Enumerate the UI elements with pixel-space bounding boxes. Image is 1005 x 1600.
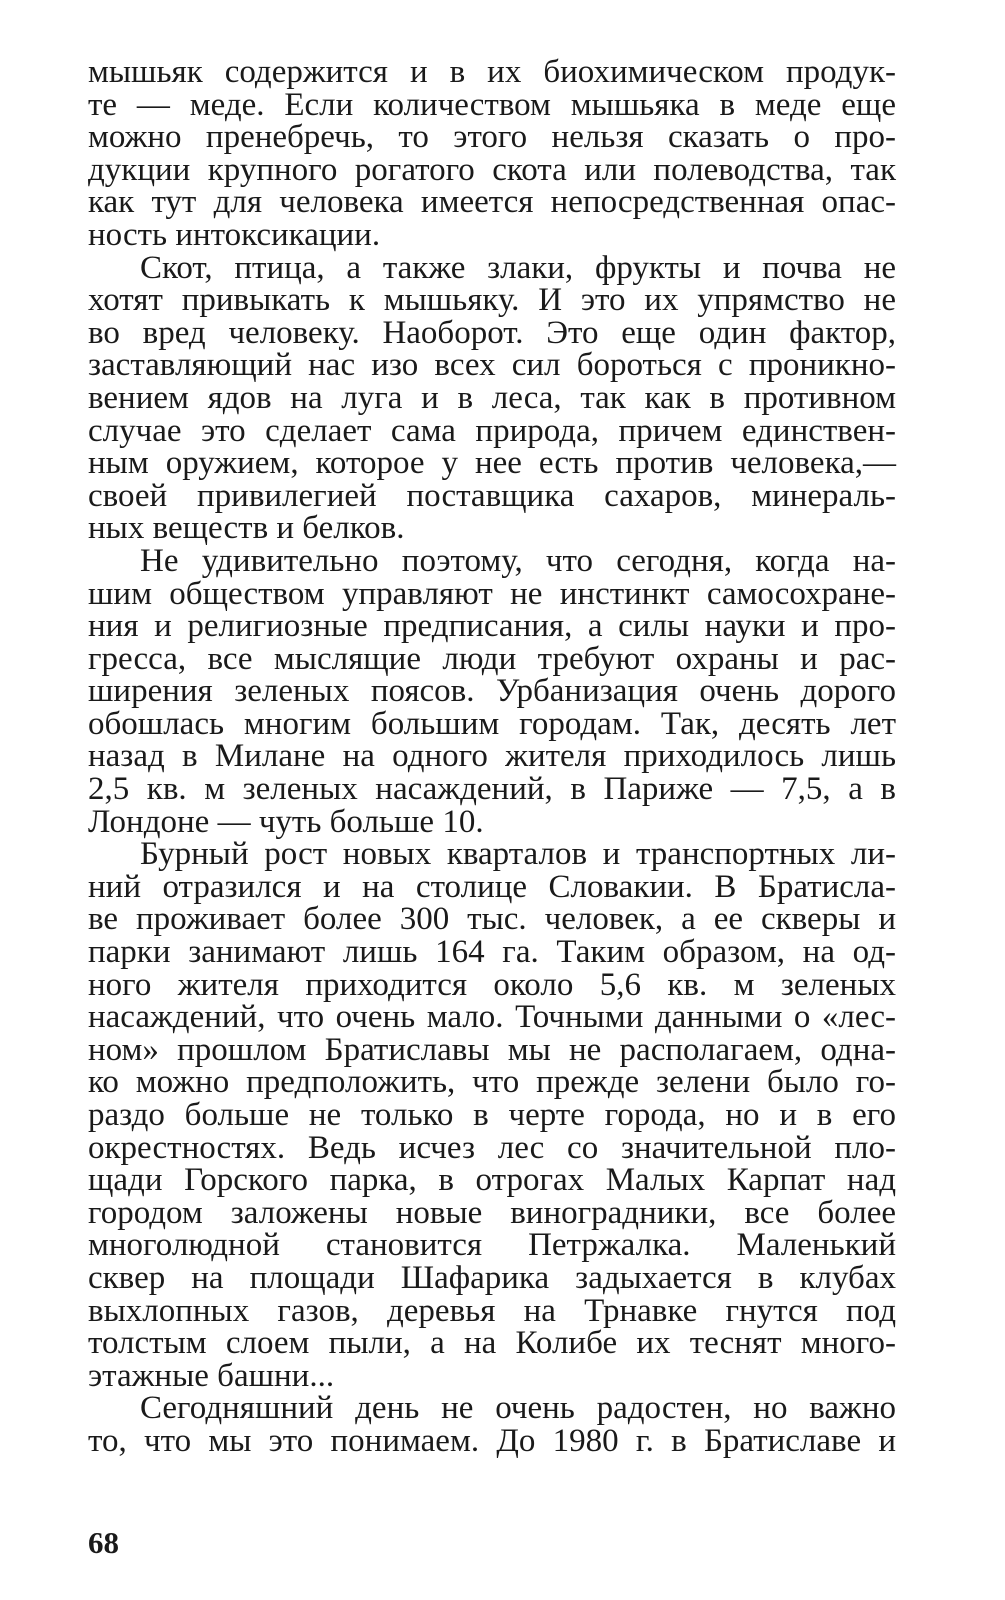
paragraph bbox=[88, 1392, 896, 1457]
text-line: случае это сделает сама природа, причем единствен- bbox=[88, 412, 896, 449]
text-line: дукции крупного рогатого скота или полеводства, так bbox=[88, 151, 896, 188]
text-line: своей привилегией поставщика сахаров, минераль- bbox=[88, 477, 896, 514]
text-line: городом заложены новые виноградники, все более bbox=[88, 1194, 896, 1231]
paragraph bbox=[88, 542, 896, 840]
text-line: ве проживает более 300 тыс. человек, а ее скверы и bbox=[88, 901, 896, 938]
text-line: сквер на площади Шафарика задыхается в клубах bbox=[88, 1259, 896, 1296]
text-line: вением ядов на луга и в леса, так как в противном bbox=[88, 379, 896, 416]
text-line: Сегодняшний день не очень радостен, но важно bbox=[140, 1390, 896, 1427]
text-line: Лондоне — чуть больше 10. bbox=[88, 803, 484, 840]
text-line: 2,5 кв. м зеленых насаждений, в Париже — 7,5, а в bbox=[88, 771, 896, 808]
paragraph bbox=[88, 249, 896, 547]
text-line: щади Горского парка, в отрогах Малых Карпат над bbox=[88, 1162, 896, 1199]
text-line: ко можно предположить, что прежде зелени было го- bbox=[88, 1064, 896, 1101]
text-line: заставляющий нас изо всех сил бороться с проникно- bbox=[88, 347, 896, 384]
text-line: многолюдной становится Петржалка. Маленький bbox=[88, 1227, 896, 1264]
text-line: толстым слоем пыли, а на Колибе их теснят много- bbox=[88, 1325, 896, 1362]
text-line: Скот, птица, а также злаки, фрукты и почва не bbox=[140, 249, 896, 286]
text-line: обошлась многим большим городам. Так, десять лет bbox=[88, 705, 896, 742]
text-line: ного жителя приходится около 5,6 кв. м зеленых bbox=[88, 966, 896, 1003]
text-line: Не удивительно поэтому, что сегодня, когда на- bbox=[140, 542, 896, 579]
text-line: назад в Милане на одного жителя приходилось лишь bbox=[88, 738, 896, 775]
text-line: шим обществом управляют не инстинкт самосохране- bbox=[88, 575, 896, 612]
text-line: ширения зеленых поясов. Урбанизация очень дорого bbox=[88, 673, 896, 710]
text-line: те — меде. Если количеством мышьяка в меде еще bbox=[88, 86, 896, 123]
text-line: ний отразился и на столице Словакии. В Братисла- bbox=[88, 868, 896, 905]
text-line: парки занимают лишь 164 га. Таким образом, на од- bbox=[88, 934, 896, 971]
text-line: гресса, все мыслящие люди требуют охраны и рас- bbox=[88, 640, 896, 677]
text-line: то, что мы это понимаем. До 1980 г. в Братиславе и bbox=[88, 1422, 896, 1459]
text-line: ном» прошлом Братиславы мы не располагаем, одна- bbox=[88, 1031, 896, 1068]
text-line: выхлопных газов, деревья на Трнавке гнутся под bbox=[88, 1292, 896, 1329]
text-line: насаждений, что очень мало. Точными данными о «лес- bbox=[88, 999, 896, 1036]
text-line: раздо больше не только в черте города, но и в его bbox=[88, 1097, 896, 1133]
text-line: ным оружием, которое у нее есть против человека,— bbox=[88, 445, 896, 482]
page-text bbox=[88, 56, 896, 1458]
text-line: Бурный рост новых кварталов и транспортных ли- bbox=[140, 836, 896, 873]
text-line: во вред человеку. Наоборот. Это еще один фактор, bbox=[88, 314, 896, 351]
page-number: 68 bbox=[88, 1525, 119, 1560]
text-line: ния и религиозные предписания, а силы науки и про- bbox=[88, 608, 896, 645]
text-line: этажные башни... bbox=[88, 1357, 335, 1394]
text-line: хотят привыкать к мышьяку. И это их упрямство не bbox=[88, 282, 896, 319]
text-line: ных веществ и белков. bbox=[88, 510, 405, 547]
paragraph bbox=[88, 56, 896, 252]
text-line: как тут для человека имеется непосредственная опас- bbox=[88, 184, 896, 221]
text-line: ность интоксикации. bbox=[88, 216, 381, 253]
text-line: можно пренебречь, то этого нельзя сказать о про- bbox=[88, 119, 896, 156]
text-line: мышьяк содержится и в их биохимическом продук- bbox=[88, 54, 896, 90]
paragraph bbox=[88, 838, 896, 1392]
text-line: окрестностях. Ведь исчез лес со значительной пло- bbox=[88, 1129, 896, 1166]
